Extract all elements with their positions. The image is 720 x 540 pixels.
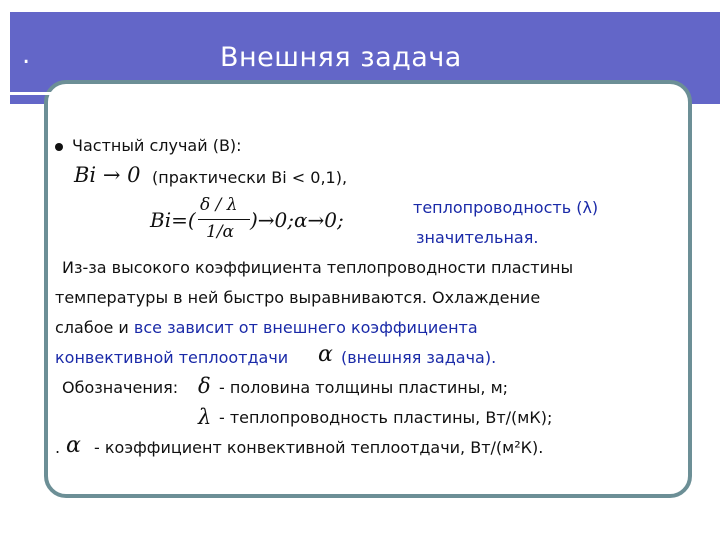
bi-formula-denominator: 1/α bbox=[206, 222, 235, 242]
bi-formula-left: Bi=( bbox=[150, 208, 196, 232]
lambda-description: - теплопроводность пластины, Вт/(мК); bbox=[219, 408, 553, 427]
title-underline bbox=[10, 92, 638, 95]
bi-limit-formula: Bi → 0 bbox=[74, 163, 141, 187]
header-dot: . bbox=[22, 40, 31, 70]
conductivity-label: теплопроводность (λ) bbox=[413, 198, 599, 217]
paragraph-line-2: температуры в ней быстро выравниваются. Охлаждение bbox=[55, 288, 541, 307]
alpha-description: - коэффициент конвективной теплоотдачи, Вт/(м²К). bbox=[94, 438, 544, 457]
last-dot: . bbox=[55, 438, 61, 457]
alpha-symbol-2: α bbox=[66, 433, 81, 458]
alpha-symbol: α bbox=[318, 342, 333, 367]
notation-label: Обозначения: bbox=[62, 378, 179, 397]
bullet-icon bbox=[55, 143, 63, 151]
paragraph-line-3-blue: все зависит от внешнего коэффициента bbox=[133, 318, 478, 337]
bi-formula-right: )→0;α→0; bbox=[250, 208, 344, 232]
paragraph-line-4-tail: (внешняя задача). bbox=[341, 348, 497, 367]
paragraph-line-1: Из-за высокого коэффициента теплопроводности пластины bbox=[62, 258, 574, 277]
paragraph-line-3-black: слабое и bbox=[55, 318, 134, 337]
delta-symbol: δ bbox=[198, 374, 211, 398]
bi-formula-numerator: δ / λ bbox=[200, 195, 238, 215]
lambda-symbol: λ bbox=[198, 405, 212, 429]
delta-description: - половина толщины пластины, м; bbox=[219, 378, 509, 397]
bullet-label: Частный случай (В): bbox=[72, 136, 242, 155]
significant-label: значительная. bbox=[416, 228, 539, 247]
fraction-bar bbox=[198, 219, 250, 220]
practical-note: (практически Bi < 0,1), bbox=[152, 168, 348, 187]
paragraph-line-4-blue: конвективной теплоотдачи bbox=[55, 348, 289, 367]
slide-title: Внешняя задача bbox=[220, 42, 462, 73]
